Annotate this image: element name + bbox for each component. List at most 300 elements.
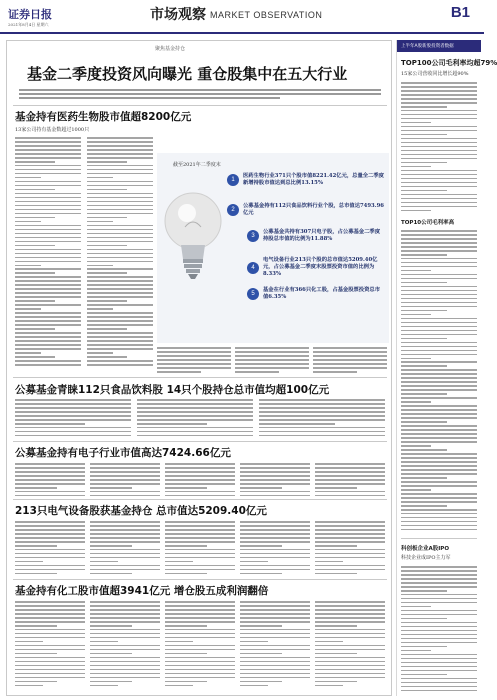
text-line <box>401 138 477 140</box>
text-line <box>90 653 132 655</box>
text-line <box>87 324 153 326</box>
text-line <box>87 257 153 259</box>
text-line <box>15 525 85 527</box>
body-column <box>15 137 81 368</box>
text-line <box>157 351 231 353</box>
sidebar-subtitle: 15家公司营收同比增长超90% <box>401 71 469 77</box>
text-line <box>165 525 235 527</box>
text-line <box>401 330 477 332</box>
text-line <box>401 178 477 180</box>
text-line <box>15 475 85 477</box>
text-line <box>401 509 477 511</box>
text-line <box>165 629 235 631</box>
text-line <box>87 165 153 167</box>
text-line <box>240 617 310 619</box>
text-line <box>15 637 85 639</box>
text-line <box>90 657 160 659</box>
text-line <box>401 529 477 531</box>
text-line <box>15 415 131 417</box>
text-line <box>165 685 193 687</box>
text-line <box>15 261 81 263</box>
text-line <box>15 344 81 346</box>
body-column <box>15 463 85 499</box>
text-line <box>165 617 235 619</box>
text-line <box>15 641 43 643</box>
text-line <box>401 94 477 96</box>
text-line <box>87 261 153 263</box>
text-line <box>401 662 477 664</box>
text-line <box>240 669 310 671</box>
text-line <box>313 355 387 357</box>
text-line <box>315 475 385 477</box>
text-line <box>401 146 477 148</box>
text-line <box>401 505 447 507</box>
text-line <box>259 435 385 437</box>
text-line <box>165 557 235 559</box>
text-line <box>401 206 477 208</box>
text-line <box>401 290 477 292</box>
text-line <box>313 367 387 369</box>
text-line <box>315 649 385 651</box>
page-number: B1 <box>450 4 470 21</box>
text-line <box>87 348 153 350</box>
text-line <box>401 106 447 108</box>
text-line <box>240 649 310 651</box>
text-line <box>15 185 81 187</box>
text-line <box>157 367 231 369</box>
text-line <box>165 495 235 497</box>
sidebar-header: 上半年A股新股投资者数据 <box>397 40 481 52</box>
text-line <box>15 189 55 191</box>
text-line <box>401 642 477 644</box>
text-line <box>401 622 477 624</box>
text-line <box>137 407 253 409</box>
text-line <box>240 609 310 611</box>
text-line <box>313 363 387 365</box>
text-line <box>165 565 235 567</box>
text-line <box>15 268 81 270</box>
text-line <box>315 495 385 497</box>
text-line <box>240 565 310 567</box>
text-line <box>87 332 153 334</box>
text-line <box>401 525 477 527</box>
text-line <box>240 549 310 551</box>
text-line <box>15 320 81 322</box>
text-line <box>165 549 235 551</box>
text-line <box>401 262 477 264</box>
text-line <box>87 284 153 286</box>
text-line <box>401 477 447 479</box>
text-line <box>401 489 431 491</box>
text-line <box>401 238 477 240</box>
text-line <box>165 533 235 535</box>
text-line <box>315 557 385 559</box>
text-line <box>15 545 57 547</box>
text-line <box>235 367 309 369</box>
text-line <box>90 609 160 611</box>
text-line <box>90 495 160 497</box>
text-line <box>401 385 477 387</box>
text-line <box>240 483 310 485</box>
text-line <box>165 479 235 481</box>
text-line <box>401 457 477 459</box>
text-line <box>401 302 477 304</box>
text-line <box>15 657 85 659</box>
text-line <box>401 230 477 232</box>
text-line <box>15 352 41 354</box>
text-line <box>315 537 385 539</box>
subhead-food: 公募基金青睐112只食品饮料股 14只个股持仓总市值均超100亿元 <box>15 384 330 396</box>
body-column <box>15 601 85 689</box>
text-line <box>15 423 85 425</box>
text-line <box>15 157 81 159</box>
text-line <box>401 650 431 652</box>
text-line <box>87 336 153 338</box>
text-line <box>15 677 85 679</box>
text-line <box>165 537 235 539</box>
text-line <box>401 630 477 632</box>
text-line <box>240 677 310 679</box>
sidebar <box>396 40 497 696</box>
text-line <box>315 553 385 555</box>
text-line <box>15 237 81 239</box>
text-line <box>401 638 477 640</box>
text-line <box>87 328 127 330</box>
text-line <box>401 389 477 391</box>
text-line <box>165 613 235 615</box>
text-line <box>240 657 310 659</box>
text-line <box>165 645 235 647</box>
text-line <box>15 217 55 219</box>
body-column <box>90 601 160 689</box>
text-line <box>315 601 385 603</box>
text-line <box>15 193 81 195</box>
text-line <box>401 409 477 411</box>
text-line <box>259 415 385 417</box>
text-line <box>315 653 357 655</box>
text-line <box>240 491 310 493</box>
text-line <box>315 487 357 489</box>
text-line <box>401 453 477 455</box>
infographic-item: 4 电气设备行业213只个股的总市值达5209.40亿元，占公募基金二季度末股票投资市值的比例为8.33% <box>247 257 385 278</box>
text-line <box>87 253 153 255</box>
text-line <box>401 134 447 136</box>
text-line <box>401 513 477 515</box>
text-line <box>165 463 235 465</box>
text-line <box>240 475 310 477</box>
text-line <box>15 181 81 183</box>
text-line <box>315 657 385 659</box>
text-line <box>15 573 57 575</box>
text-line <box>137 403 253 405</box>
text-line <box>157 355 231 357</box>
text-line <box>401 318 477 320</box>
text-line <box>15 649 85 651</box>
text-line <box>240 569 310 571</box>
text-line <box>87 221 113 223</box>
text-line <box>401 162 447 164</box>
text-line <box>90 625 132 627</box>
text-line <box>401 449 447 451</box>
text-line <box>401 282 447 284</box>
text-line <box>401 194 477 196</box>
text-line <box>315 533 385 535</box>
text-line <box>401 646 447 648</box>
text-line <box>15 673 85 675</box>
text-line <box>235 359 309 361</box>
subhead-electronics: 公募基金持有电子行业市值高达7424.66亿元 <box>15 447 231 459</box>
infographic-item: 3 公募基金共持有307只电子股，占公募基金二季度持股总市值的比例为11.88% <box>247 229 385 243</box>
body-column <box>90 463 160 499</box>
text-line <box>15 407 131 409</box>
text-line <box>90 573 132 575</box>
text-line <box>401 674 447 676</box>
text-line <box>401 334 477 336</box>
text-line <box>15 209 81 211</box>
text-line <box>401 250 477 252</box>
text-line <box>15 557 85 559</box>
text-line <box>137 431 253 433</box>
text-line <box>315 673 385 675</box>
text-line <box>90 685 118 687</box>
text-line <box>90 673 160 675</box>
text-line <box>15 553 85 555</box>
text-line <box>90 533 160 535</box>
body-column <box>315 601 385 689</box>
text-line <box>15 201 81 203</box>
sidebar-title: TOP100公司毛利率均超79% <box>401 59 497 67</box>
text-line <box>15 625 57 627</box>
text-line <box>315 617 385 619</box>
text-line <box>315 677 385 679</box>
text-line <box>401 493 477 495</box>
text-line <box>401 98 477 100</box>
text-line <box>15 272 55 274</box>
text-line <box>15 569 85 571</box>
text-line <box>313 351 387 353</box>
text-line <box>401 578 477 580</box>
text-line <box>401 130 477 132</box>
body-column <box>240 521 310 577</box>
text-line <box>87 272 127 274</box>
text-line <box>315 621 385 623</box>
text-line <box>401 234 477 236</box>
text-line <box>15 348 81 350</box>
text-line <box>15 340 81 342</box>
text-line <box>165 521 235 523</box>
text-line <box>401 258 477 260</box>
text-line <box>401 350 477 352</box>
text-line <box>15 549 85 551</box>
text-line <box>315 661 385 663</box>
body-column <box>240 463 310 499</box>
text-line <box>315 633 385 635</box>
text-line <box>240 521 310 523</box>
text-line <box>401 170 477 172</box>
text-line <box>137 423 207 425</box>
text-line <box>90 549 160 551</box>
text-line <box>87 213 153 215</box>
text-line <box>15 613 85 615</box>
text-line <box>15 276 81 278</box>
text-line <box>240 633 310 635</box>
infographic-panel <box>157 153 389 343</box>
text-line <box>165 657 235 659</box>
text-line <box>401 158 477 160</box>
text-line <box>401 270 431 272</box>
text-line <box>15 487 57 489</box>
text-line <box>87 356 127 358</box>
infographic-item: 2 公募基金持有112只食品饮料行业个股，总市值达7493.96亿元 <box>227 203 385 217</box>
text-line <box>401 118 477 120</box>
text-line <box>315 491 385 493</box>
text-line <box>15 161 55 163</box>
text-line <box>165 573 207 575</box>
text-line <box>240 487 282 489</box>
subhead-pharma: 基金持有医药生物股市值超8200亿元 <box>15 111 192 123</box>
text-line <box>165 569 235 571</box>
text-line <box>401 306 477 308</box>
text-line <box>15 419 131 421</box>
text-line <box>401 154 477 156</box>
text-line <box>90 565 160 567</box>
text-line <box>240 681 282 683</box>
text-line <box>165 661 235 663</box>
text-line <box>401 381 477 383</box>
text-line <box>259 403 385 405</box>
text-line <box>165 487 207 489</box>
text-line <box>401 190 447 192</box>
text-line <box>15 435 131 437</box>
text-line <box>401 417 477 419</box>
text-line <box>259 423 335 425</box>
text-line <box>87 181 153 183</box>
text-line <box>315 483 385 485</box>
text-line <box>15 205 81 207</box>
text-line <box>90 681 132 683</box>
text-line <box>315 463 385 465</box>
text-line <box>15 491 85 493</box>
text-line <box>15 141 81 143</box>
text-line <box>87 225 153 227</box>
text-line <box>15 467 85 469</box>
text-line <box>240 463 310 465</box>
text-line <box>240 573 282 575</box>
text-line <box>401 150 477 152</box>
text-line <box>315 625 357 627</box>
text-line <box>240 645 310 647</box>
text-line <box>87 296 153 298</box>
text-line <box>90 629 160 631</box>
text-line <box>90 617 160 619</box>
text-line <box>315 669 385 671</box>
text-line <box>401 654 477 656</box>
text-line <box>90 621 160 623</box>
text-line <box>15 292 81 294</box>
text-line <box>165 653 207 655</box>
text-line <box>15 629 85 631</box>
text-line <box>165 561 193 563</box>
text-line <box>87 265 113 267</box>
divider <box>13 441 387 442</box>
body-column <box>15 521 85 577</box>
text-line <box>15 565 85 567</box>
text-line <box>240 673 310 675</box>
text-line <box>15 633 85 635</box>
text-line <box>90 601 160 603</box>
text-line <box>401 310 447 312</box>
text-line <box>401 465 477 467</box>
text-line <box>15 304 81 306</box>
text-line <box>15 685 43 687</box>
body-column <box>165 521 235 577</box>
text-line <box>401 421 447 423</box>
text-line <box>15 483 85 485</box>
text-line <box>157 371 201 373</box>
text-line <box>315 561 343 563</box>
text-line <box>15 521 85 523</box>
text-line <box>15 471 85 473</box>
text-line <box>90 557 160 559</box>
subhead-pharma-deck: 13家公司持有基金数超过1000只 <box>15 127 90 133</box>
text-line <box>165 677 235 679</box>
text-line <box>401 198 477 200</box>
text-line <box>240 637 310 639</box>
text-line <box>165 605 235 607</box>
text-line <box>90 521 160 523</box>
text-line <box>15 308 41 310</box>
text-line <box>165 621 235 623</box>
text-line <box>401 481 477 483</box>
body-column <box>315 521 385 577</box>
text-line <box>165 467 235 469</box>
text-line <box>401 614 477 616</box>
text-line <box>240 545 282 547</box>
text-line <box>15 609 85 611</box>
text-line <box>90 491 160 493</box>
text-line <box>401 586 477 588</box>
text-line <box>315 605 385 607</box>
text-line <box>401 361 477 363</box>
text-line <box>401 346 477 348</box>
text-line <box>15 399 131 401</box>
issue-date: 2021年8月4日 星期六 <box>8 22 49 27</box>
text-line <box>15 257 81 259</box>
text-line <box>15 149 81 151</box>
text-line <box>90 665 160 667</box>
text-line <box>401 322 477 324</box>
text-line <box>137 411 253 413</box>
text-line <box>401 473 477 475</box>
text-line <box>401 405 477 407</box>
text-line <box>87 340 153 342</box>
text-line <box>401 594 477 596</box>
text-line <box>15 605 85 607</box>
text-line <box>401 373 477 375</box>
text-line <box>15 533 85 535</box>
text-line <box>240 561 268 563</box>
text-line <box>15 541 85 543</box>
body-column <box>165 463 235 499</box>
text-line <box>401 461 477 463</box>
text-line <box>401 670 477 672</box>
text-line <box>401 326 477 328</box>
body-column <box>15 399 131 439</box>
text-line <box>15 332 81 334</box>
text-line <box>15 225 81 227</box>
text-line <box>15 169 81 171</box>
text-line <box>87 352 113 354</box>
